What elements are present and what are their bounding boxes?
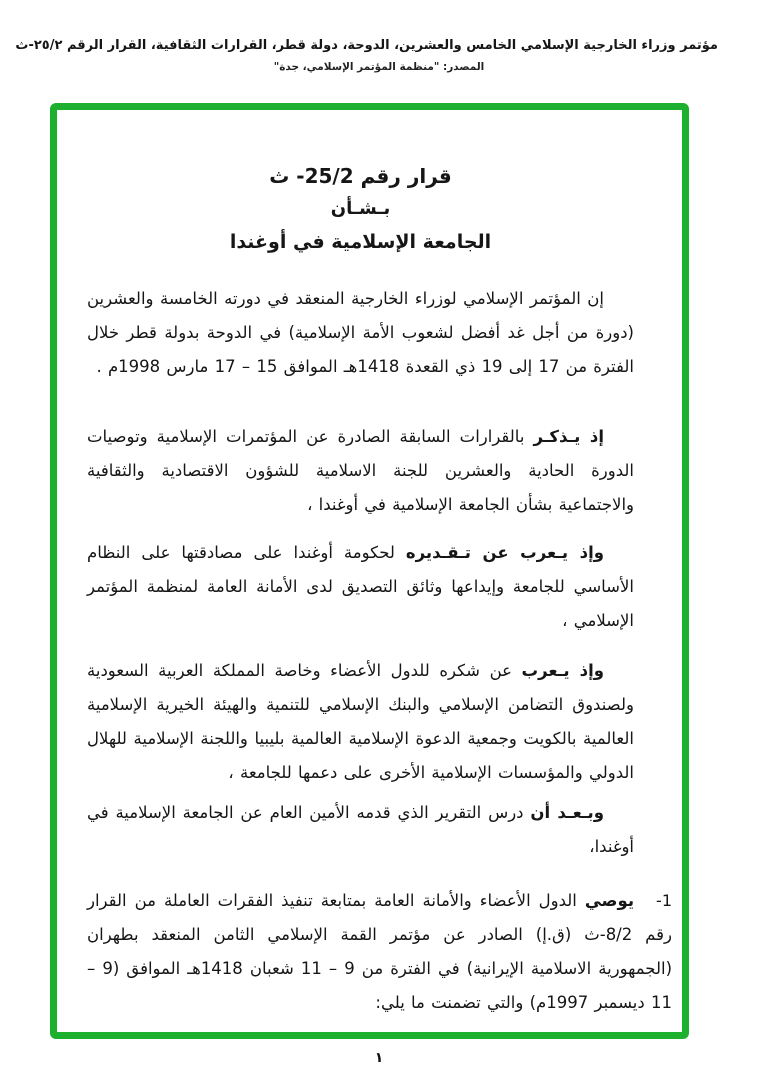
paragraph-lead: وإذ يـعرب bbox=[521, 661, 604, 680]
resolution-operative-item-1 bbox=[87, 884, 672, 1020]
resolution-regarding-title: بـشـأن bbox=[330, 198, 391, 219]
document-header bbox=[15, 38, 718, 73]
page-number: ١ bbox=[374, 1050, 384, 1066]
paragraph-text: عن شكره للدول الأعضاء وخاصة المملكة العربية السعودية ولصندوق التضامن الإسلامي والبنك الإسلامي للتنمية والهيئة الخيرية الإسلامية العالمية بالكويت وجمعية الدعوة الإسلامية العالمية بليبيا واللجنة الإسلامية للهلال الدولي والمؤسسات الإسلامية الأخرى على دعمها للجامعة ، bbox=[87, 661, 634, 782]
item-number: 1- bbox=[656, 891, 672, 910]
green-frame-border bbox=[50, 103, 689, 1039]
paragraph-text: بالقرارات السابقة الصادرة عن المؤتمرات الإسلامية وتوصيات الدورة الحادية والعشرين للجنة الاسلامية للشؤون الاقتصادية والثقافية والاجتماعية بشأن الجامعة الإسلامية في أوغندا ، bbox=[87, 427, 634, 514]
header-source-line: المصدر: "منظمة المؤتمر الإسلامي، جدة" bbox=[273, 61, 485, 73]
paragraph-lead: وإذ يـعرب عن تـقـديره bbox=[405, 543, 604, 562]
resolution-subject-title: الجامعة الإسلامية في أوغندا bbox=[229, 231, 492, 253]
resolution-number-title: قرار رقم 25/2- ث bbox=[269, 164, 452, 188]
paragraph-lead: وبـعـد أن bbox=[530, 803, 604, 822]
paragraph-text: لحكومة أوغندا على مصادقتها على النظام الأساسي للجامعة وإيداعها وثائق التصديق لدى الأمانة العامة لمنظمة المؤتمر الإسلامي ، bbox=[87, 543, 634, 630]
item-lead: يوصي bbox=[584, 891, 635, 910]
resolution-title-block bbox=[87, 160, 634, 258]
paragraph-text: درس التقرير الذي قدمه الأمين العام عن الجامعة الإسلامية في أوغندا، bbox=[87, 803, 634, 856]
resolution-paragraph-report bbox=[87, 796, 634, 864]
header-citation-line: مؤتمر وزراء الخارجية الإسلامي الخامس والعشرين، الدوحة، دولة قطر، القرارات الثقافية، القرار الرقم ٢٥/٢-ث bbox=[15, 38, 718, 53]
item-text: الدول الأعضاء والأمانة العامة بمتابعة تنفيذ الفقرات العاملة من القرار رقم 8/2-ث (ق.إ) الصادر عن مؤتمر القمة الإسلامي الثامن المنعقد بطهران (الجمهورية الاسلامية الإيرانية) في الفترة من 9 – 11 شعبان 1418هـ الموافق (9 – 11 ديسمبر 1997م) والتي تضمنت ما يلي: bbox=[87, 891, 673, 1012]
resolution-paragraph-recalling bbox=[87, 420, 634, 522]
resolution-paragraph-thanks bbox=[87, 654, 634, 790]
resolution-paragraph-appreciation bbox=[87, 536, 634, 638]
paragraph-lead: إذ يـذكـر bbox=[533, 427, 604, 446]
paragraph-text: إن المؤتمر الإسلامي لوزراء الخارجية المنعقد في دورته الخامسة والعشرين (دورة من أجل غد أفضل لشعوب الأمة الإسلامية) في الدوحة بدولة قطر خلال الفترة من 17 إلى 19 ذي القعدة 1418هـ الموافق 15 – 17 مارس 1998م . bbox=[87, 289, 634, 376]
resolution-paragraph-preamble bbox=[87, 282, 634, 384]
